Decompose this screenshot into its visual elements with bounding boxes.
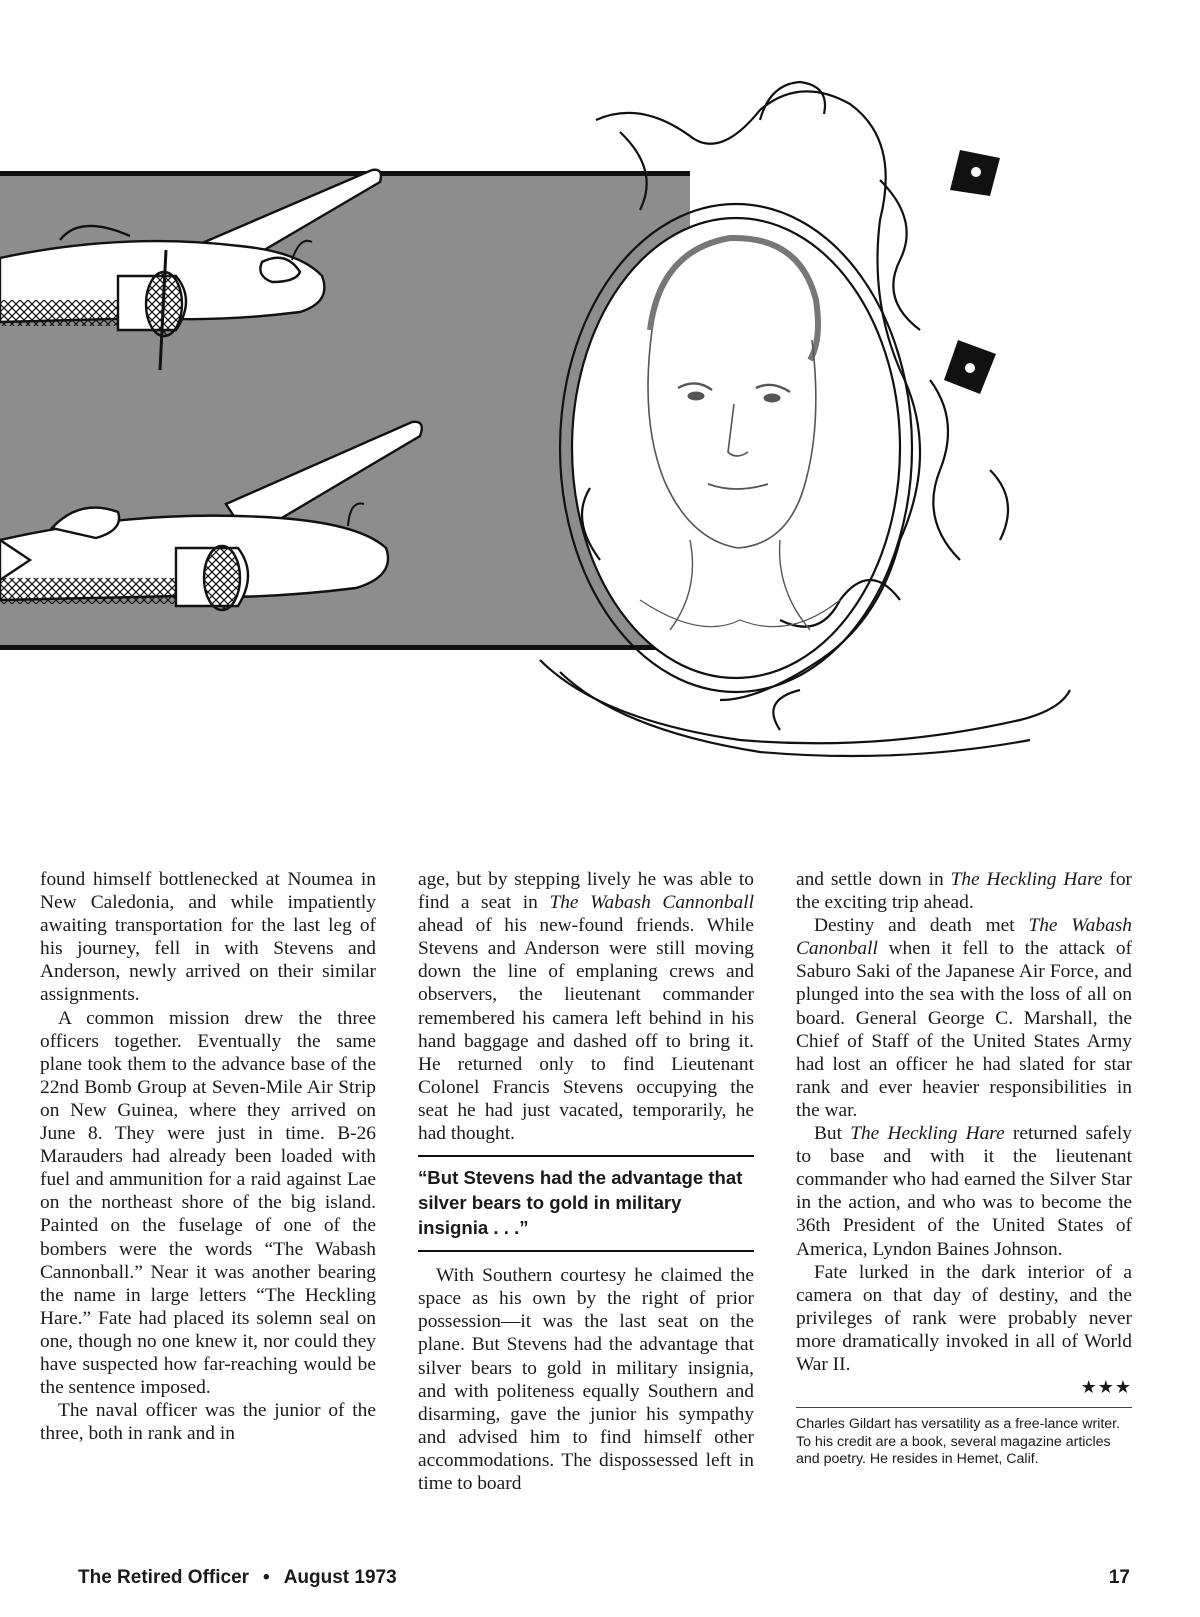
article-paragraph xyxy=(796,1122,1132,1261)
article-column-1 xyxy=(40,868,376,1445)
article-paragraph: With Southern courtesy he claimed the space as his own by the right of prior possession—it was the last seat on the plane. But Stevens had the advantage that silver bears to gold in military insignia, and with politeness equally Southern and disarming, gave the junior his sympathy and advised him to find himself other accommodations. The dispossessed left in time to board xyxy=(418,1265,754,1494)
article-paragraph: A common mission drew the three officers together. Eventually the same plane took them to the advance base of the 22nd Bomb Group at Seven-Mile Air Strip on New Guinea, where they arrived on June 8. They were just in time. B-26 Marauders had already been loaded with fuel and ammunition for a raid against Lae on the northeast shore of the big island. Painted on the fuselage of one of the bombers were the words “The Wabash Cannonball.” Near it was another bearing the name in large letters “The Heckling Hare.” Fate had placed its solemn seal on one, though no one knew it, nor could they have suspected how far-reaching would be the sentence imposed. xyxy=(40,1007,376,1399)
plane-name-italic: The Wabash Cannonball xyxy=(549,892,754,914)
issue-date: August 1973 xyxy=(283,1567,397,1588)
text-run: Destiny and death met xyxy=(814,915,1029,937)
text-run: when it fell to the attack of Saburo Saki of the Japanese Air Force, and plunged into the sea with the loss of all on board. General George C. Marshall, the Chief of Staff of the United States Army had lost an officer he had slated for star rank and ever heavier responsibilities in the war. xyxy=(796,938,1132,1121)
page-number: 17 xyxy=(1108,1567,1130,1588)
publication-name: The Retired Officer xyxy=(78,1567,250,1588)
plane-name-italic: The Heckling Hare xyxy=(950,869,1103,890)
article-column-2 xyxy=(418,868,754,1495)
plane-name-italic: The Heckling Hare xyxy=(850,1123,1005,1145)
text-run: But xyxy=(814,1123,851,1145)
footer-bullet: • xyxy=(263,1567,270,1588)
text-run: and settle down in xyxy=(796,869,951,890)
text-run: returned safely to base and with it the lieutenant commander who had earned the Silver Star in the action, and who was to become the 36th President of the United States of America, Lyndon Baines Johnson. xyxy=(796,1123,1132,1260)
page-footer xyxy=(78,1567,397,1589)
article-paragraph xyxy=(418,868,754,1145)
plane-name-italic: The Wabash Canonball xyxy=(796,915,1133,960)
article-column-3 xyxy=(796,868,1132,1469)
article-paragraph: found himself bottlenecked at Noumea in New Caledonia, and while impatiently awaiting transportation for the last leg of his journey, fell in with Stevens and Anderson, newly arrived on their similar assignments. xyxy=(40,869,376,1006)
article-paragraph xyxy=(796,868,1132,914)
pull-quote: “But Stevens had the advantage that silver bears to gold in military insignia . . .” xyxy=(418,1155,754,1252)
text-run: for the exciting trip ahead. xyxy=(796,869,1132,914)
text-run: ahead of his new-found friends. While Stevens and Anderson were still moving down the line of emplaning crews and observers, the lieutenant commander remembered his camera left behind in his hand baggage and dashed off to bring it. He returned only to find Lieutenant Colonel Francis Stevens occupying the seat he had just vacated, temporarily, he had thought. xyxy=(418,915,754,1145)
end-of-article-stars: ★★★ xyxy=(1080,1377,1132,1398)
article-paragraph: The naval officer was the junior of the three, both in rank and in xyxy=(40,1400,376,1445)
text-run: age, but by stepping lively he was able to find a seat in xyxy=(418,869,754,914)
article-paragraph xyxy=(796,914,1132,1122)
article-paragraph: Fate lurked in the dark interior of a camera on that day of destiny, and the privileges of rank were probably never more dramatically invoked in all of World War II. xyxy=(796,1261,1132,1375)
morning-glory-flower-icon xyxy=(944,150,1000,394)
author-bio: Charles Gildart has versatility as a free-lance writer. To his credit are a book, several magazine articles and poetry. He resides in Hemet, Calif. xyxy=(796,1407,1132,1469)
